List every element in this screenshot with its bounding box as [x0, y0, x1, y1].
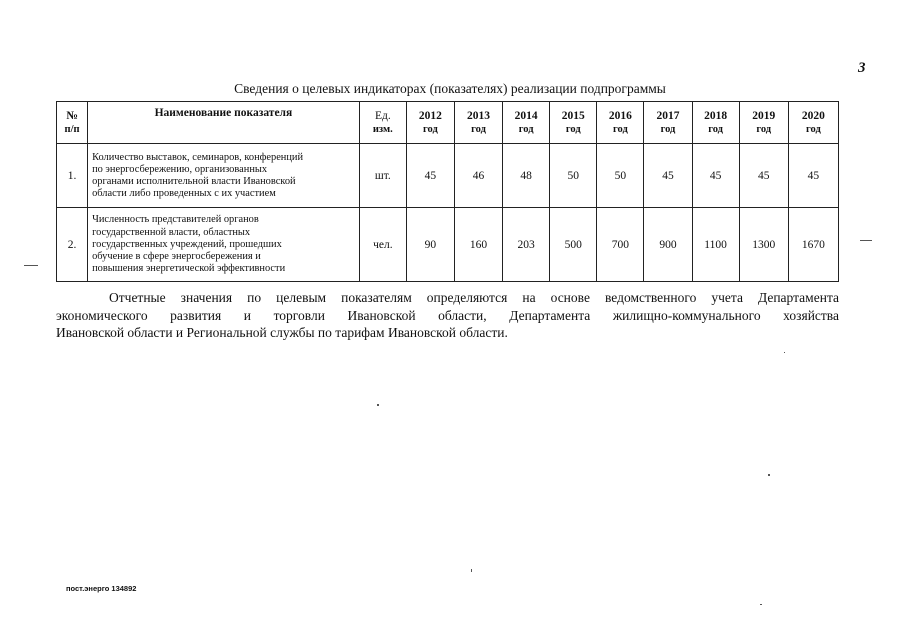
table-row	[57, 144, 839, 208]
scan-mark-speck	[471, 569, 472, 572]
paragraph-line: экономического развития и торговли Ивановской области, Департамента жилищно-коммунального хозяйства	[56, 307, 839, 323]
header-year: 2017 год	[644, 102, 692, 144]
indicator-value: 45	[644, 144, 692, 208]
indicator-value: 1670	[788, 208, 838, 282]
indicator-value: 50	[597, 144, 644, 208]
indicator-value: 500	[550, 208, 597, 282]
indicator-value: 900	[644, 208, 692, 282]
scan-mark-right-dash	[860, 240, 872, 241]
indicator-unit: чел.	[359, 208, 406, 282]
header-year: 2019 год	[739, 102, 788, 144]
page-number: 3	[858, 60, 866, 76]
indicator-value: 203	[503, 208, 550, 282]
indicator-value: 50	[550, 144, 597, 208]
paragraph-line: Ивановской области и Региональной службы по тарифам Ивановской области.	[56, 325, 508, 340]
scan-mark-speck	[377, 404, 379, 406]
header-num: № п/п	[57, 102, 88, 144]
indicator-value: 45	[788, 144, 838, 208]
header-year: 2015 год	[550, 102, 597, 144]
footer-note: пост.энерго 134892	[66, 584, 137, 593]
table-header-row	[57, 102, 839, 144]
table-row	[57, 208, 839, 282]
row-number: 2.	[57, 208, 88, 282]
header-unit: Ед. изм.	[359, 102, 406, 144]
scan-mark-speck	[784, 352, 785, 353]
report-paragraph	[56, 289, 839, 342]
document-title: Сведения о целевых индикаторах (показателях) реализации подпрограммы	[234, 81, 666, 96]
indicator-value: 700	[597, 208, 644, 282]
indicator-value: 90	[406, 208, 454, 282]
indicator-name: Численность представителей органов государственной власти, областных государственных учреждений, прошедших обучение в сфере энергосбережения и повышения энергетической эффективности	[88, 208, 360, 282]
indicator-value: 160	[454, 208, 502, 282]
indicator-name: Количество выставок, семинаров, конференций по энергосбережению, организованных органами исполнительной власти Ивановской области либо проведенных с их участием	[88, 144, 360, 208]
scan-mark-speck	[768, 474, 770, 476]
indicator-value: 46	[454, 144, 502, 208]
header-year: 2018 год	[692, 102, 739, 144]
indicator-value: 48	[503, 144, 550, 208]
indicator-value: 45	[406, 144, 454, 208]
header-year: 2012 год	[406, 102, 454, 144]
header-year: 2014 год	[503, 102, 550, 144]
row-number: 1.	[57, 144, 88, 208]
header-num-sub: п/п	[64, 123, 80, 135]
scan-mark-speck	[760, 604, 762, 605]
indicator-value: 1100	[692, 208, 739, 282]
header-name: Наименование показателя	[88, 102, 360, 144]
indicators-table	[56, 101, 839, 282]
header-year: 2013 год	[454, 102, 502, 144]
header-unit-sub: изм.	[372, 123, 393, 135]
indicator-value: 45	[739, 144, 788, 208]
indicator-unit: шт.	[359, 144, 406, 208]
scan-mark-left-dash	[24, 265, 38, 266]
indicator-value: 1300	[739, 208, 788, 282]
paragraph-line: Отчетные значения по целевым показателям определяются на основе ведомственного учета Департамента	[109, 290, 839, 305]
header-year: 2020 год	[788, 102, 838, 144]
header-year: 2016 год	[597, 102, 644, 144]
indicator-value: 45	[692, 144, 739, 208]
